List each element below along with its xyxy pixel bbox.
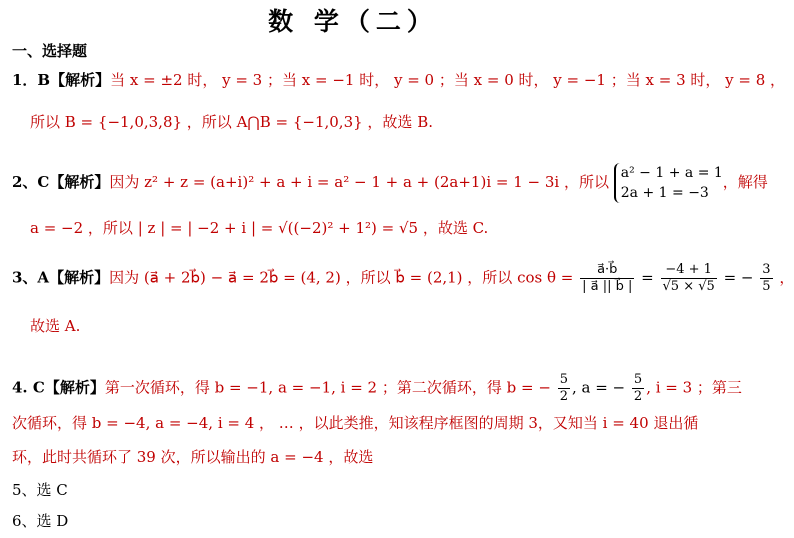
q3-line1: 3、A【解析】因为 (a⃗ + 2b⃗) − a⃗ = 2b⃗ = (4, 2) ，所以 b⃗ = (2,1) ，所以 cos θ = $\frac{a⃗\cdot b⃗}{| a⃗ || b⃗ |}$ = $\frac{-4 + 1}{√5 \times √5}$ = − $\frac{3}{5}$ ， xyxy=(12,262,794,294)
q3-line2: 故选 A. xyxy=(30,317,81,335)
q3-label: 3、A【解析】 xyxy=(12,268,110,287)
q1-line2: 所以 B = {−1,0,3,8} ，所以 A⋂B = {−1,0,3} ，故选 B. xyxy=(30,113,433,131)
q3-frac2-num: −4 + 1 xyxy=(661,262,717,279)
q4-mid: , a = − xyxy=(571,378,626,397)
q1-line1 xyxy=(12,70,785,90)
q4-fraction-b xyxy=(632,372,644,405)
q4-fraction-a xyxy=(558,372,570,405)
section-heading: 一、选择题 xyxy=(12,42,88,60)
q3-fraction-value xyxy=(661,262,717,295)
q4-frac-a-num: 5 xyxy=(559,372,568,387)
q5-answer: 5、选 C xyxy=(12,481,68,499)
page-title: 数 学（二） xyxy=(268,7,438,36)
q3-frac3-num: 3 xyxy=(762,262,771,277)
q3-frac1-den: | a⃗ || b⃗ | xyxy=(582,279,633,294)
q4-line1 xyxy=(12,372,742,405)
q2-equation-system xyxy=(614,163,723,203)
q3-fraction-dot-product xyxy=(580,262,634,295)
q1-label: 1．B【解析】 xyxy=(12,71,111,89)
q6-answer: 6、选 D xyxy=(12,512,69,530)
q4-text1a: 第一次循环，得 b = −1, a = −1, i = 2 ；第二次循环，得 b = − xyxy=(104,378,551,397)
q2-sys-eq1: a² − 1 + a = 1 xyxy=(620,165,723,181)
q3-tail: ， xyxy=(779,268,794,287)
q2-label: 2、C【解析】 xyxy=(12,173,110,191)
q1-text1: 当 x = ±2 时， y = 3 ；当 x = −1 时， y = 0 ；当 x = 0 时， y = −1 ；当 x = 3 时， y = 8 ， xyxy=(110,71,786,89)
q2-sys-eq2: 2a + 1 = −3 xyxy=(620,185,709,201)
q4-frac-b-num: 5 xyxy=(633,372,643,387)
q4-line3: 环，此时共循环了 39 次，所以输出的 a = −4 ，故选 xyxy=(12,448,374,466)
q3-fraction-result xyxy=(760,262,772,295)
q3-text1a: 因为 (a⃗ + 2b⃗) − a⃗ = 2b⃗ = (4, 2) ，所以 b⃗ = (2,1) ，所以 cos θ = xyxy=(109,268,574,287)
q4-text1b: , i = 3 ；第三 xyxy=(646,378,742,397)
q2-line1 xyxy=(12,163,768,203)
q2-line2: a = −2 ，所以 | z | = | −2 + i | = √((−2)² + 1²) = √5 ，故选 C. xyxy=(30,219,489,237)
q4-frac-b-den: 2 xyxy=(633,389,643,404)
q3-eq-minus: = − xyxy=(723,268,754,287)
q3-frac3-den: 5 xyxy=(762,279,771,294)
q4-line2: 次循环，得 b = −4, a = −4, i = 4 ， … ，以此类推，知该程序框图的周期 3，又知当 i = 40 退出循 xyxy=(12,414,699,432)
q3-frac2-den: √5 × √5 xyxy=(662,279,715,294)
q2-text1a: 因为 z² + z = (a+i)² + a + i = a² − 1 + a + (2a+1)i = 1 − 3i ，所以 xyxy=(109,173,609,191)
q4-label: 4. C【解析】 xyxy=(12,378,105,397)
q2-text1b: ，解得 xyxy=(722,173,768,191)
q3-frac1-num: a⃗·b⃗ xyxy=(580,262,634,279)
q4-frac-a-den: 2 xyxy=(559,389,568,404)
